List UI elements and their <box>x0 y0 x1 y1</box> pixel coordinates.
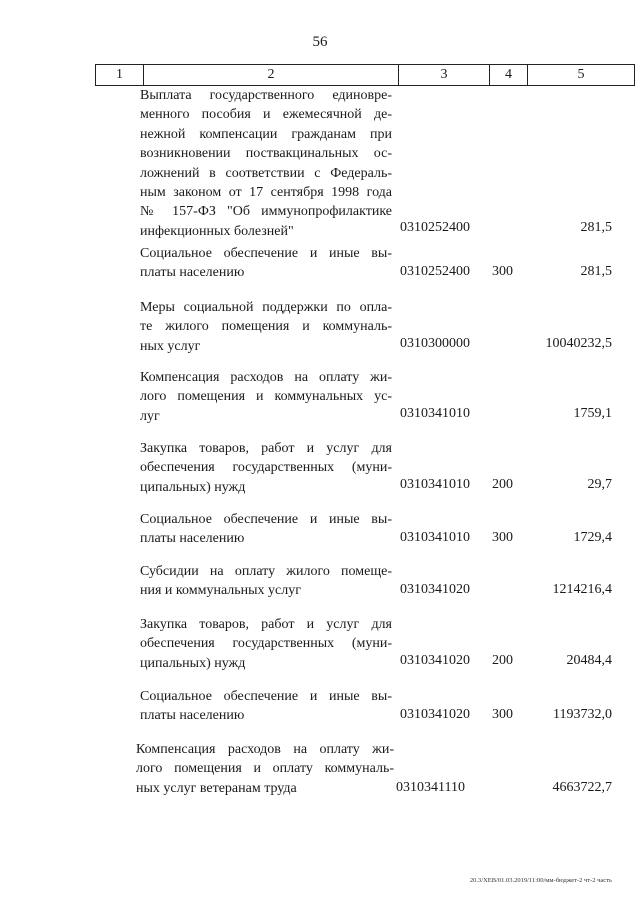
row-amount: 20484,4 <box>566 653 612 668</box>
row-amount: 4663722,7 <box>552 780 612 795</box>
table-header <box>96 64 636 86</box>
row-amount: 281,5 <box>580 264 612 279</box>
row-type: 200 <box>492 477 513 492</box>
row-code: 0310341020 <box>400 653 470 668</box>
row-description: Закупка товаров, работ и услуг для обеспечения государственных (муни- ципальных) нужд <box>140 617 392 671</box>
row-amount: 1759,1 <box>573 406 612 421</box>
row-code: 0310341010 <box>400 477 470 492</box>
row-description: Компенсация расходов на оплату жи- лого помещения и коммунальных ус- луг <box>140 370 392 424</box>
row-description: Меры социальной поддержки по опла- те жилого помещения и коммуналь- ных услуг <box>140 300 392 354</box>
header-col-4: 4 <box>489 64 528 86</box>
row-amount: 29,7 <box>587 477 612 492</box>
row-code: 0310252400 <box>400 264 470 279</box>
header-col-3: 3 <box>398 64 490 86</box>
row-amount: 1193732,0 <box>553 707 612 722</box>
header-col-1: 1 <box>95 64 144 86</box>
row-amount: 1214216,4 <box>552 582 612 597</box>
row-code: 0310252400 <box>400 220 470 235</box>
row-description: Социальное обеспечение и иные вы- платы населению <box>140 512 392 547</box>
row-description: Выплата государственного единовре- менного пособия и ежемесячной де- нежной компенсации гражданам при возникновении поствакцинальных ос- ложнений в соответствии с Федераль- ным законом от 17 сентября 1998 года № 157-ФЗ "Об иммунопрофилактике инфекционных болезней" <box>140 88 392 239</box>
row-code: 0310341010 <box>400 530 470 545</box>
row-amount: 1729,4 <box>573 530 612 545</box>
row-type: 300 <box>492 707 513 722</box>
row-type: 300 <box>492 264 513 279</box>
row-description: Субсидии на оплату жилого помеще- ния и коммунальных услуг <box>140 564 392 599</box>
page-number: 56 <box>312 34 328 50</box>
row-description: Компенсация расходов на оплату жи- лого помещения и оплату коммуналь- ных услуг ветеранам труда <box>136 742 394 796</box>
row-type: 300 <box>492 530 513 545</box>
row-amount: 10040232,5 <box>545 336 612 351</box>
row-code: 0310341020 <box>400 707 470 722</box>
row-description: Закупка товаров, работ и услуг для обеспечения государственных (муни- ципальных) нужд <box>140 441 392 495</box>
row-code: 0310300000 <box>400 336 470 351</box>
row-type: 200 <box>492 653 513 668</box>
header-col-2: 2 <box>143 64 399 86</box>
footer-file-path: 20.3/ХЕВ/01.03.2019/11:00/мм-бюджет-2 чт-2 часть <box>469 877 612 884</box>
row-amount: 281,5 <box>580 220 612 235</box>
row-description: Социальное обеспечение и иные вы- платы населению <box>140 689 392 724</box>
header-col-5: 5 <box>527 64 635 86</box>
row-description: Социальное обеспечение и иные вы- платы населению <box>140 246 392 281</box>
row-code: 0310341010 <box>400 406 470 421</box>
row-code: 0310341110 <box>396 780 465 795</box>
row-code: 0310341020 <box>400 582 470 597</box>
